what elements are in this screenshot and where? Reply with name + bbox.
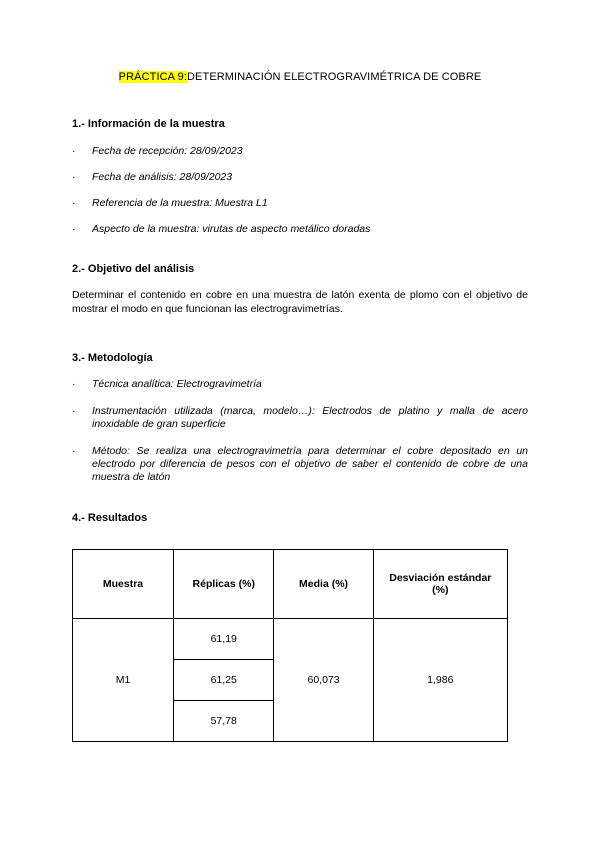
header-replicas: Réplicas (%) — [174, 550, 274, 619]
sample-aspect: Aspecto de la muestra: virutas de aspecto metálico doradas — [92, 223, 371, 235]
instrumentation: Instrumentación utilizada (marca, modelo…): Electrodos de platino y malla de acero inoxidable de gran superficie — [92, 405, 528, 430]
table-row — [73, 619, 508, 660]
cell-replica-2: 61,25 — [174, 660, 274, 701]
bullet-marker: · — [72, 223, 76, 235]
analysis-date: Fecha de análisis: 28/09/2023 — [92, 171, 233, 183]
header-sample: Muestra — [73, 550, 174, 619]
list-item — [72, 378, 528, 391]
section3-heading: 3.- Metodología — [72, 352, 153, 364]
bullet-marker: · — [72, 145, 76, 157]
results-table — [72, 549, 508, 742]
title-highlight: PRÁCTICA 9: — [118, 71, 188, 83]
list-item — [72, 197, 528, 210]
objective-paragraph: Determinar el contenido en cobre en una muestra de latón exenta de plomo con el objetivo de mostrar el modo en que funcionan las electrogravimetrías. — [72, 289, 528, 315]
sample-reference: Referencia de la muestra: Muestra L1 — [92, 197, 268, 209]
bullet-marker: · — [72, 171, 76, 183]
cell-replica-1: 61,19 — [174, 619, 274, 660]
bullet-marker: · — [72, 197, 76, 209]
header-mean: Media (%) — [274, 550, 373, 619]
section4-heading: 4.- Resultados — [72, 512, 148, 524]
list-item — [72, 445, 528, 484]
reception-date: Fecha de recepción: 28/09/2023 — [92, 145, 243, 157]
cell-std: 1,986 — [373, 619, 507, 742]
bullet-marker: · — [72, 405, 76, 417]
header-std: Desviación estándar (%) — [373, 550, 507, 619]
list-item — [72, 223, 528, 236]
section2-heading: 2.- Objetivo del análisis — [72, 263, 195, 275]
bullet-marker: · — [72, 378, 76, 390]
analytical-technique: Técnica analítica: Electrogravimetría — [92, 378, 262, 390]
section1-heading: 1.- Información de la muestra — [72, 118, 225, 130]
table-header-row — [73, 550, 508, 619]
list-item — [72, 145, 528, 158]
method: Método: Se realiza una electrogravimetría para determinar el cobre depositado en un electrodo por diferencia de pesos con el objetivo de saber el contenido de cobre de una muestra de latón — [92, 445, 528, 483]
cell-mean: 60,073 — [274, 619, 373, 742]
cell-sample: M1 — [73, 619, 174, 742]
title-text: DETERMINACIÓN ELECTROGRAVIMÉTRICA DE COBRE — [187, 71, 482, 83]
list-item — [72, 405, 528, 431]
document-title — [0, 71, 600, 83]
list-item — [72, 171, 528, 184]
bullet-marker: · — [72, 445, 76, 457]
cell-replica-3: 57,78 — [174, 701, 274, 742]
